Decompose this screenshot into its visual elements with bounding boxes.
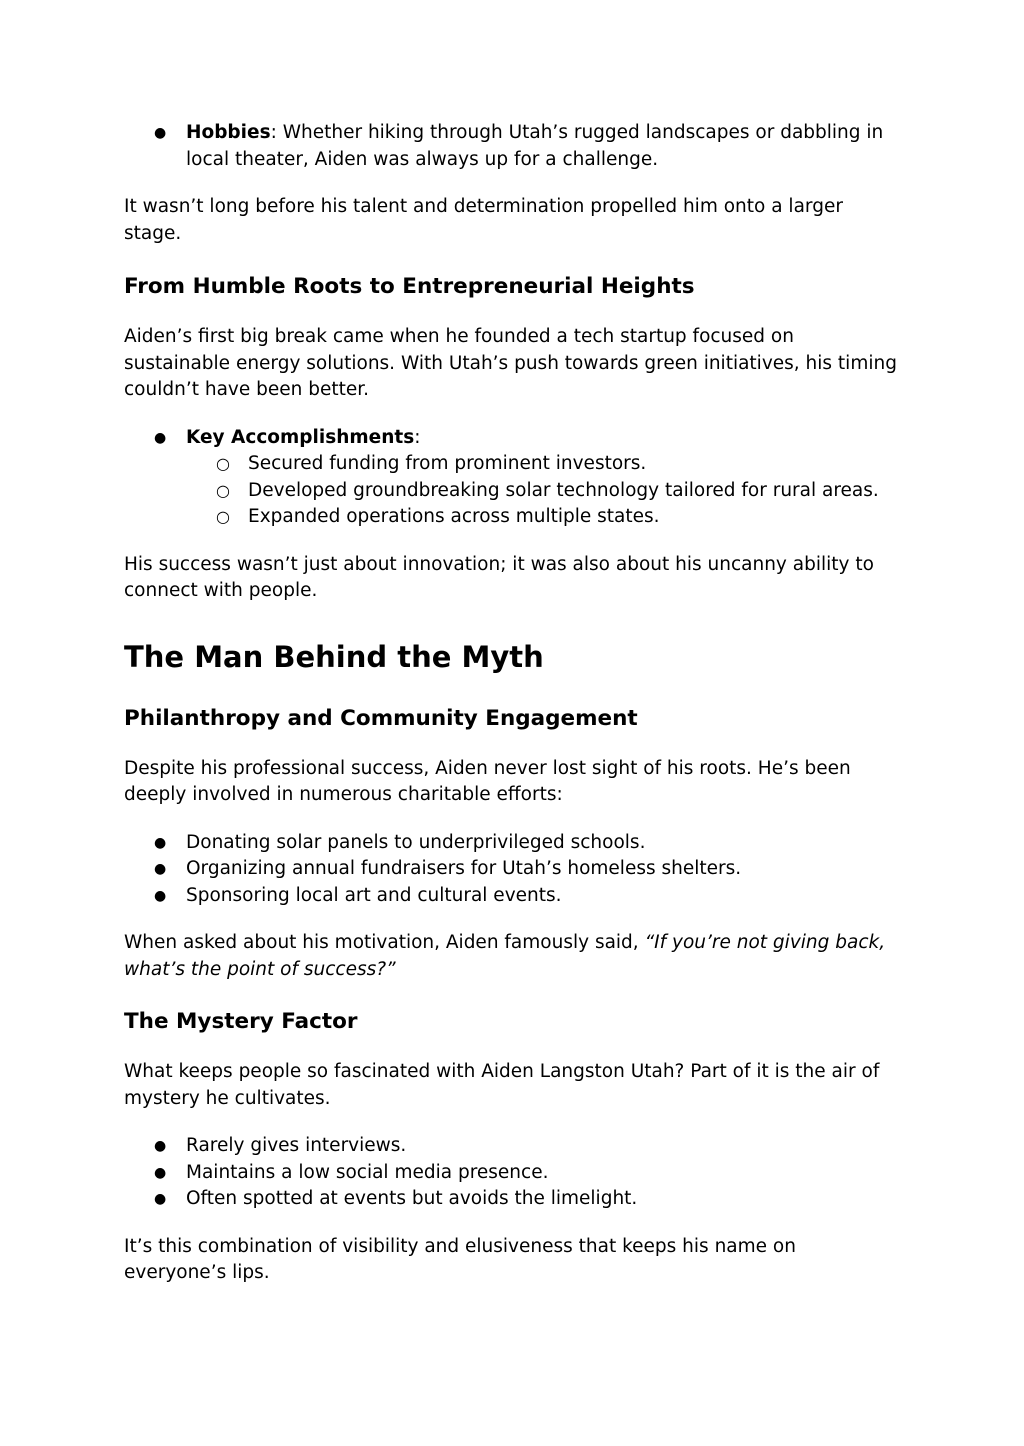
charity-list	[124, 830, 904, 910]
heading-man-behind-myth: The Man Behind the Myth	[124, 639, 544, 674]
list-item	[124, 120, 904, 173]
bullet-icon: ●	[154, 125, 167, 141]
motivation-lead: When asked about his motivation, Aiden famously said,	[124, 932, 645, 953]
paragraph-fascinated: What keeps people so fascinated with Aiden Langston Utah? Part of it is the air of mystery he cultivates.	[124, 1061, 880, 1109]
circle-bullet-icon: ○	[216, 480, 230, 500]
mystery-list	[124, 1133, 904, 1213]
list-item	[124, 1186, 904, 1213]
list-item	[124, 504, 904, 531]
heading-mystery-factor: The Mystery Factor	[124, 1009, 358, 1034]
list-item	[124, 883, 904, 910]
bullet-icon: ●	[154, 834, 167, 851]
list-item	[124, 830, 904, 857]
paragraph-first-break: Aiden’s first big break came when he founded a tech startup focused on sustainable energy solutions. With Utah’s push towards green initiatives, his timing couldn’t have been better.	[124, 326, 897, 400]
list-item-text: Maintains a low social media presence.	[186, 1161, 549, 1183]
bullet-icon: ●	[154, 1164, 167, 1181]
hobbies-list	[124, 120, 904, 173]
document-page	[124, 120, 904, 1287]
list-item	[124, 1133, 904, 1160]
list-item	[124, 451, 904, 478]
heading-philanthropy: Philanthropy and Community Engagement	[124, 705, 638, 731]
list-item-text: Developed groundbreaking solar technology tailored for rural areas.	[248, 479, 879, 501]
bullet-icon: ●	[154, 429, 167, 446]
list-item	[124, 425, 904, 452]
paragraph-larger-stage: It wasn’t long before his talent and determination propelled him onto a larger stage.	[124, 196, 843, 244]
list-item-text: Donating solar panels to underprivileged schools.	[186, 831, 646, 853]
list-item-suffix: :	[414, 426, 421, 448]
list-item-term: Hobbies	[186, 122, 271, 143]
bullet-icon: ●	[154, 861, 167, 877]
list-item-text: Organizing annual fundraisers for Utah’s homeless shelters.	[186, 858, 742, 879]
list-item	[124, 478, 904, 505]
bullet-icon: ●	[154, 887, 167, 904]
paragraph-success: His success wasn’t just about innovation; it was also about his uncanny ability to connect with people.	[124, 553, 874, 601]
list-item-text: : Whether hiking through Utah’s rugged landscapes or dabbling in local theater, Aiden was always up for a challenge.	[186, 122, 884, 170]
circle-bullet-icon: ○	[216, 454, 230, 473]
paragraph-roots: Despite his professional success, Aiden never lost sight of his roots. He’s been deeply involved in numerous charitable efforts:	[124, 757, 851, 805]
list-item-text: Sponsoring local art and cultural events.	[186, 884, 562, 906]
accomplishments-list	[124, 425, 904, 452]
list-item-text: Often spotted at events but avoids the limelight.	[186, 1188, 638, 1209]
list-item-term: Key Accomplishments	[186, 426, 415, 448]
list-item	[124, 1160, 904, 1187]
list-item-text: Secured funding from prominent investors.	[248, 453, 647, 474]
motivation-quote: “If you’re not giving back, what’s the point of success?”	[124, 932, 886, 980]
heading-humble-roots: From Humble Roots to Entrepreneurial Heights	[124, 274, 695, 299]
paragraph-motivation	[124, 930, 904, 983]
list-item-text: Expanded operations across multiple states.	[248, 506, 660, 527]
accomplishments-sublist	[124, 451, 904, 531]
list-item-text: Rarely gives interviews.	[186, 1135, 407, 1156]
list-item	[124, 856, 904, 883]
circle-bullet-icon: ○	[216, 507, 230, 526]
bullet-icon: ●	[154, 1191, 167, 1207]
paragraph-elusiveness: It’s this combination of visibility and elusiveness that keeps his name on everyone’s lips.	[124, 1235, 796, 1283]
bullet-icon: ●	[154, 1138, 167, 1154]
